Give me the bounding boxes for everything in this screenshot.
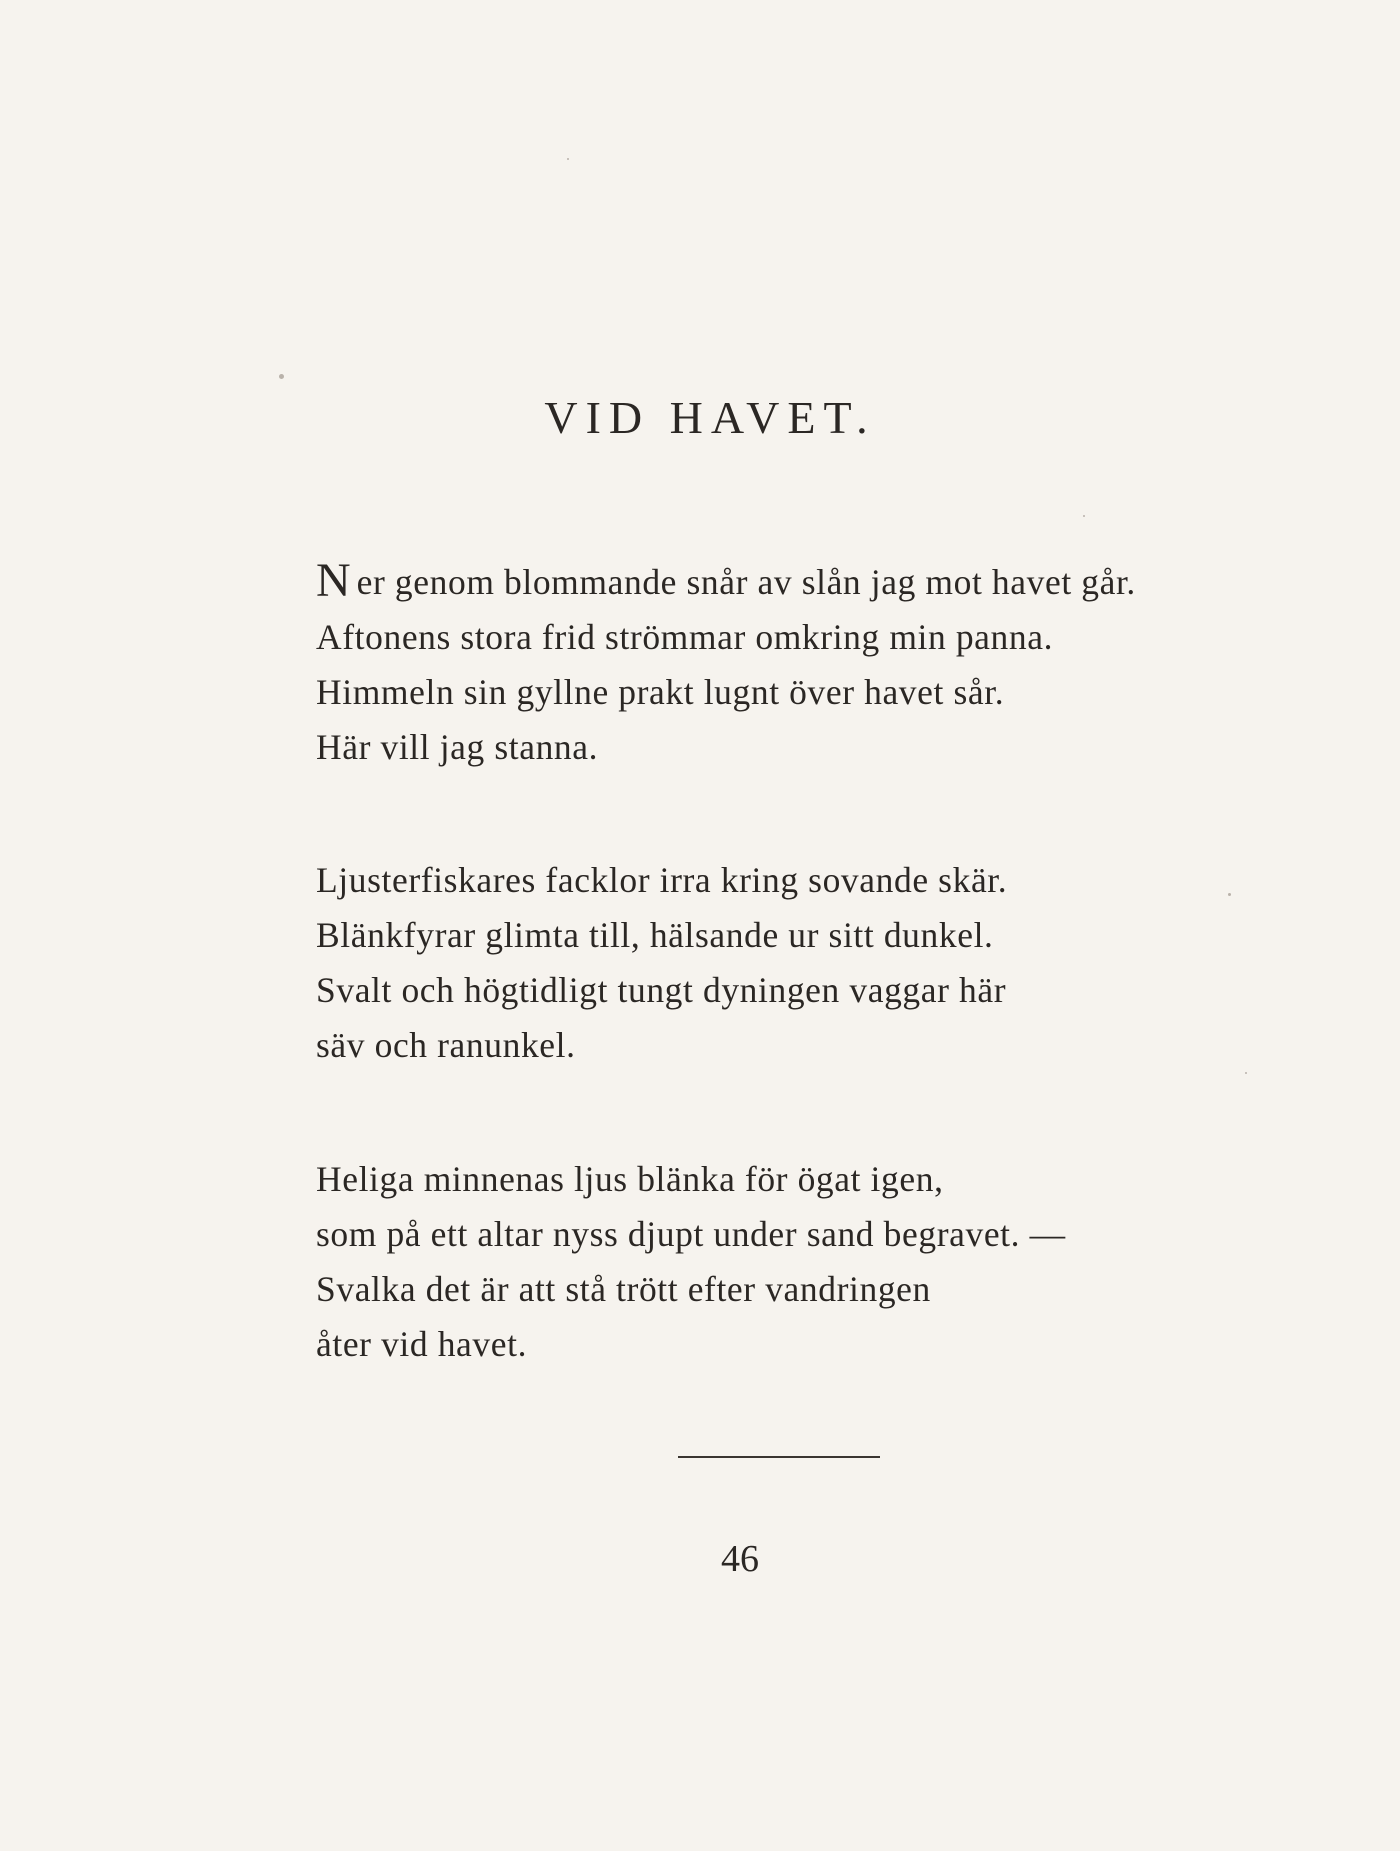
poem-line: som på ett altar nyss djupt under sand begravet. — (316, 1214, 1066, 1254)
paper-speck (1083, 515, 1085, 517)
poem-line: Heliga minnenas ljus blänka för ögat igen, (316, 1159, 944, 1199)
paper-speck (1245, 1072, 1247, 1074)
poem-line: Ljusterfiskares facklor irra kring sovande skär. (316, 860, 1008, 900)
poem-line: Svalka det är att stå trött efter vandringen (316, 1269, 931, 1309)
stanza-2 (316, 853, 1276, 1073)
poem-line: Aftonens stora frid strömmar omkring min panna. (316, 617, 1054, 657)
paper-speck (279, 374, 284, 379)
poem-line: säv och ranunkel. (316, 1025, 576, 1065)
paper-speck (567, 158, 569, 160)
poem-line: åter vid havet. (316, 1324, 528, 1364)
paper-speck (1228, 893, 1231, 896)
poem-line: Svalt och högtidligt tungt dyningen vaggar här (316, 970, 1007, 1010)
poem-title: VID HAVET. (544, 392, 876, 443)
poem-line: Himmeln sin gyllne prakt lugnt över havet sår. (316, 672, 1005, 712)
poem-line: Här vill jag stanna. (316, 727, 599, 767)
drop-cap: N (316, 554, 351, 607)
stanza-1 (316, 555, 1276, 775)
stanza-3 (316, 1152, 1276, 1372)
poem-line (316, 555, 1276, 610)
poem-line-text: er genom blommande snår av slån jag mot havet går. (356, 562, 1136, 602)
end-rule (678, 1456, 880, 1458)
poem-line: Blänkfyrar glimta till, hälsande ur sitt dunkel. (316, 915, 994, 955)
page-number: 46 (721, 1538, 759, 1580)
